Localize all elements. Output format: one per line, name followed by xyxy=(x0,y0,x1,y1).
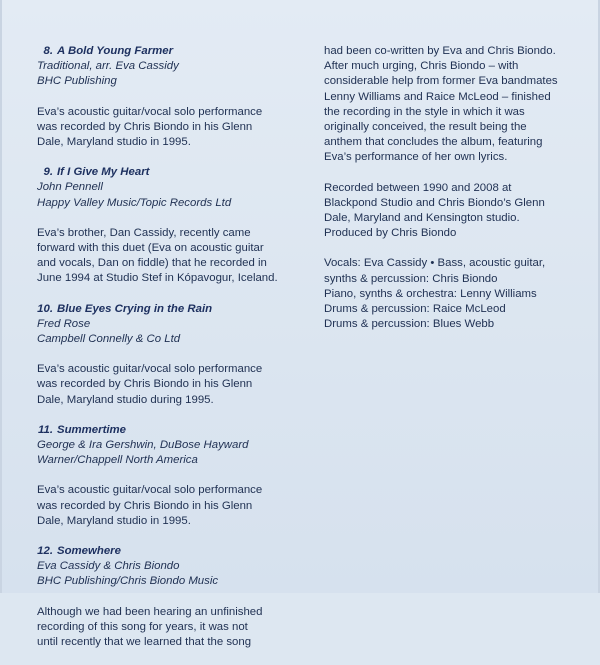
track-8 xyxy=(37,44,292,150)
text-line: Recorded between 1990 and 2008 at xyxy=(324,181,512,194)
desc-line: Although we had been hearing an unfinished xyxy=(37,605,263,618)
track-number: 12. xyxy=(37,545,53,558)
track-title xyxy=(37,302,292,317)
track-name: Somewhere xyxy=(57,545,121,558)
track-9 xyxy=(37,165,292,286)
right-column xyxy=(324,44,579,347)
desc-line: Dale, Maryland studio during 1995. xyxy=(37,393,214,406)
track-credit: Happy Valley Music/Topic Records Ltd xyxy=(37,196,232,209)
desc-line: June 1994 at Studio Stef in Kópavogur, Iceland. xyxy=(37,272,278,285)
track-description xyxy=(37,362,292,408)
text-line: Blackpond Studio and Chris Biondo’s Glenn xyxy=(324,196,545,209)
track-name: Summertime xyxy=(57,423,127,436)
song-history-paragraph xyxy=(324,44,579,166)
track-description xyxy=(37,105,292,151)
track-credit: BHC Publishing xyxy=(37,75,117,88)
track-credit: Eva Cassidy & Chris Biondo xyxy=(37,560,180,573)
track-name: Blue Eyes Crying in the Rain xyxy=(57,302,213,315)
desc-line: Eva’s acoustic guitar/vocal solo performance xyxy=(37,105,263,118)
desc-line: forward with this duet (Eva on acoustic guitar xyxy=(37,242,264,255)
personnel-paragraph xyxy=(324,256,579,332)
desc-line: Eva’s acoustic guitar/vocal solo performance xyxy=(37,484,263,497)
track-number: 9. xyxy=(43,166,53,179)
text-line: considerable help from former Eva bandmates xyxy=(324,75,558,88)
text-line: Vocals: Eva Cassidy • Bass, acoustic guitar, xyxy=(324,257,546,270)
recording-info-paragraph xyxy=(324,181,579,242)
track-title xyxy=(37,44,292,59)
desc-line: recording of this song for years, it was not xyxy=(37,620,248,633)
text-line: had been co-written by Eva and Chris Biondo. xyxy=(324,45,556,57)
track-credit: Campbell Connelly & Co Ltd xyxy=(37,333,181,346)
text-line: Eva’s performance of her own lyrics. xyxy=(324,151,508,164)
track-title xyxy=(37,544,292,559)
track-10 xyxy=(37,302,292,408)
desc-line: Eva’s acoustic guitar/vocal solo performance xyxy=(37,363,263,376)
desc-line: until recently that we learned that the song xyxy=(37,636,252,649)
text-line: Dale, Maryland and Kensington studio. xyxy=(324,212,520,225)
track-credit: BHC Publishing/Chris Biondo Music xyxy=(37,575,219,588)
text-line: Drums & percussion: Raice McLeod xyxy=(324,303,506,316)
track-description xyxy=(37,483,292,529)
text-line: Produced by Chris Biondo xyxy=(324,227,457,240)
desc-line: and vocals, Dan on fiddle) that he recorded in xyxy=(37,257,267,270)
desc-line: was recorded by Chris Biondo in his Glenn xyxy=(37,499,253,512)
track-credit: Fred Rose xyxy=(37,317,91,330)
track-description xyxy=(37,605,292,651)
track-name: A Bold Young Farmer xyxy=(57,45,174,57)
track-title xyxy=(37,423,292,438)
desc-line: was recorded by Chris Biondo in his Glenn xyxy=(37,378,253,391)
track-12 xyxy=(37,544,292,650)
text-line: Lenny Williams and Raice McLeod – finished xyxy=(324,90,551,103)
track-credit: Traditional, arr. Eva Cassidy xyxy=(37,60,179,73)
track-title xyxy=(37,165,292,180)
left-column xyxy=(37,44,292,665)
track-credit: George & Ira Gershwin, DuBose Hayward xyxy=(37,439,249,452)
track-11 xyxy=(37,423,292,529)
track-credit: Warner/Chappell North America xyxy=(37,454,198,467)
desc-line: Dale, Maryland studio in 1995. xyxy=(37,514,191,527)
text-line: After much urging, Chris Biondo – with xyxy=(324,60,519,73)
desc-line: was recorded by Chris Biondo in his Glenn xyxy=(37,120,253,133)
track-name: If I Give My Heart xyxy=(57,166,150,179)
text-line: the recording in the style in which it was xyxy=(324,105,525,118)
track-description xyxy=(37,226,292,287)
text-line: Piano, synths & orchestra: Lenny Williams xyxy=(324,287,537,300)
track-credit: John Pennell xyxy=(37,181,103,194)
text-line: synths & percussion: Chris Biondo xyxy=(324,272,498,285)
text-line: originally conceived, the result being the xyxy=(324,121,527,134)
text-line: anthem that concludes the album, featuring xyxy=(324,136,543,149)
desc-line: Dale, Maryland studio in 1995. xyxy=(37,136,191,149)
text-line: Drums & percussion: Blues Webb xyxy=(324,318,495,331)
track-number: 8. xyxy=(43,45,53,57)
track-number: 11. xyxy=(38,423,53,436)
desc-line: Eva’s brother, Dan Cassidy, recently came xyxy=(37,226,251,239)
track-number: 10. xyxy=(37,302,53,315)
